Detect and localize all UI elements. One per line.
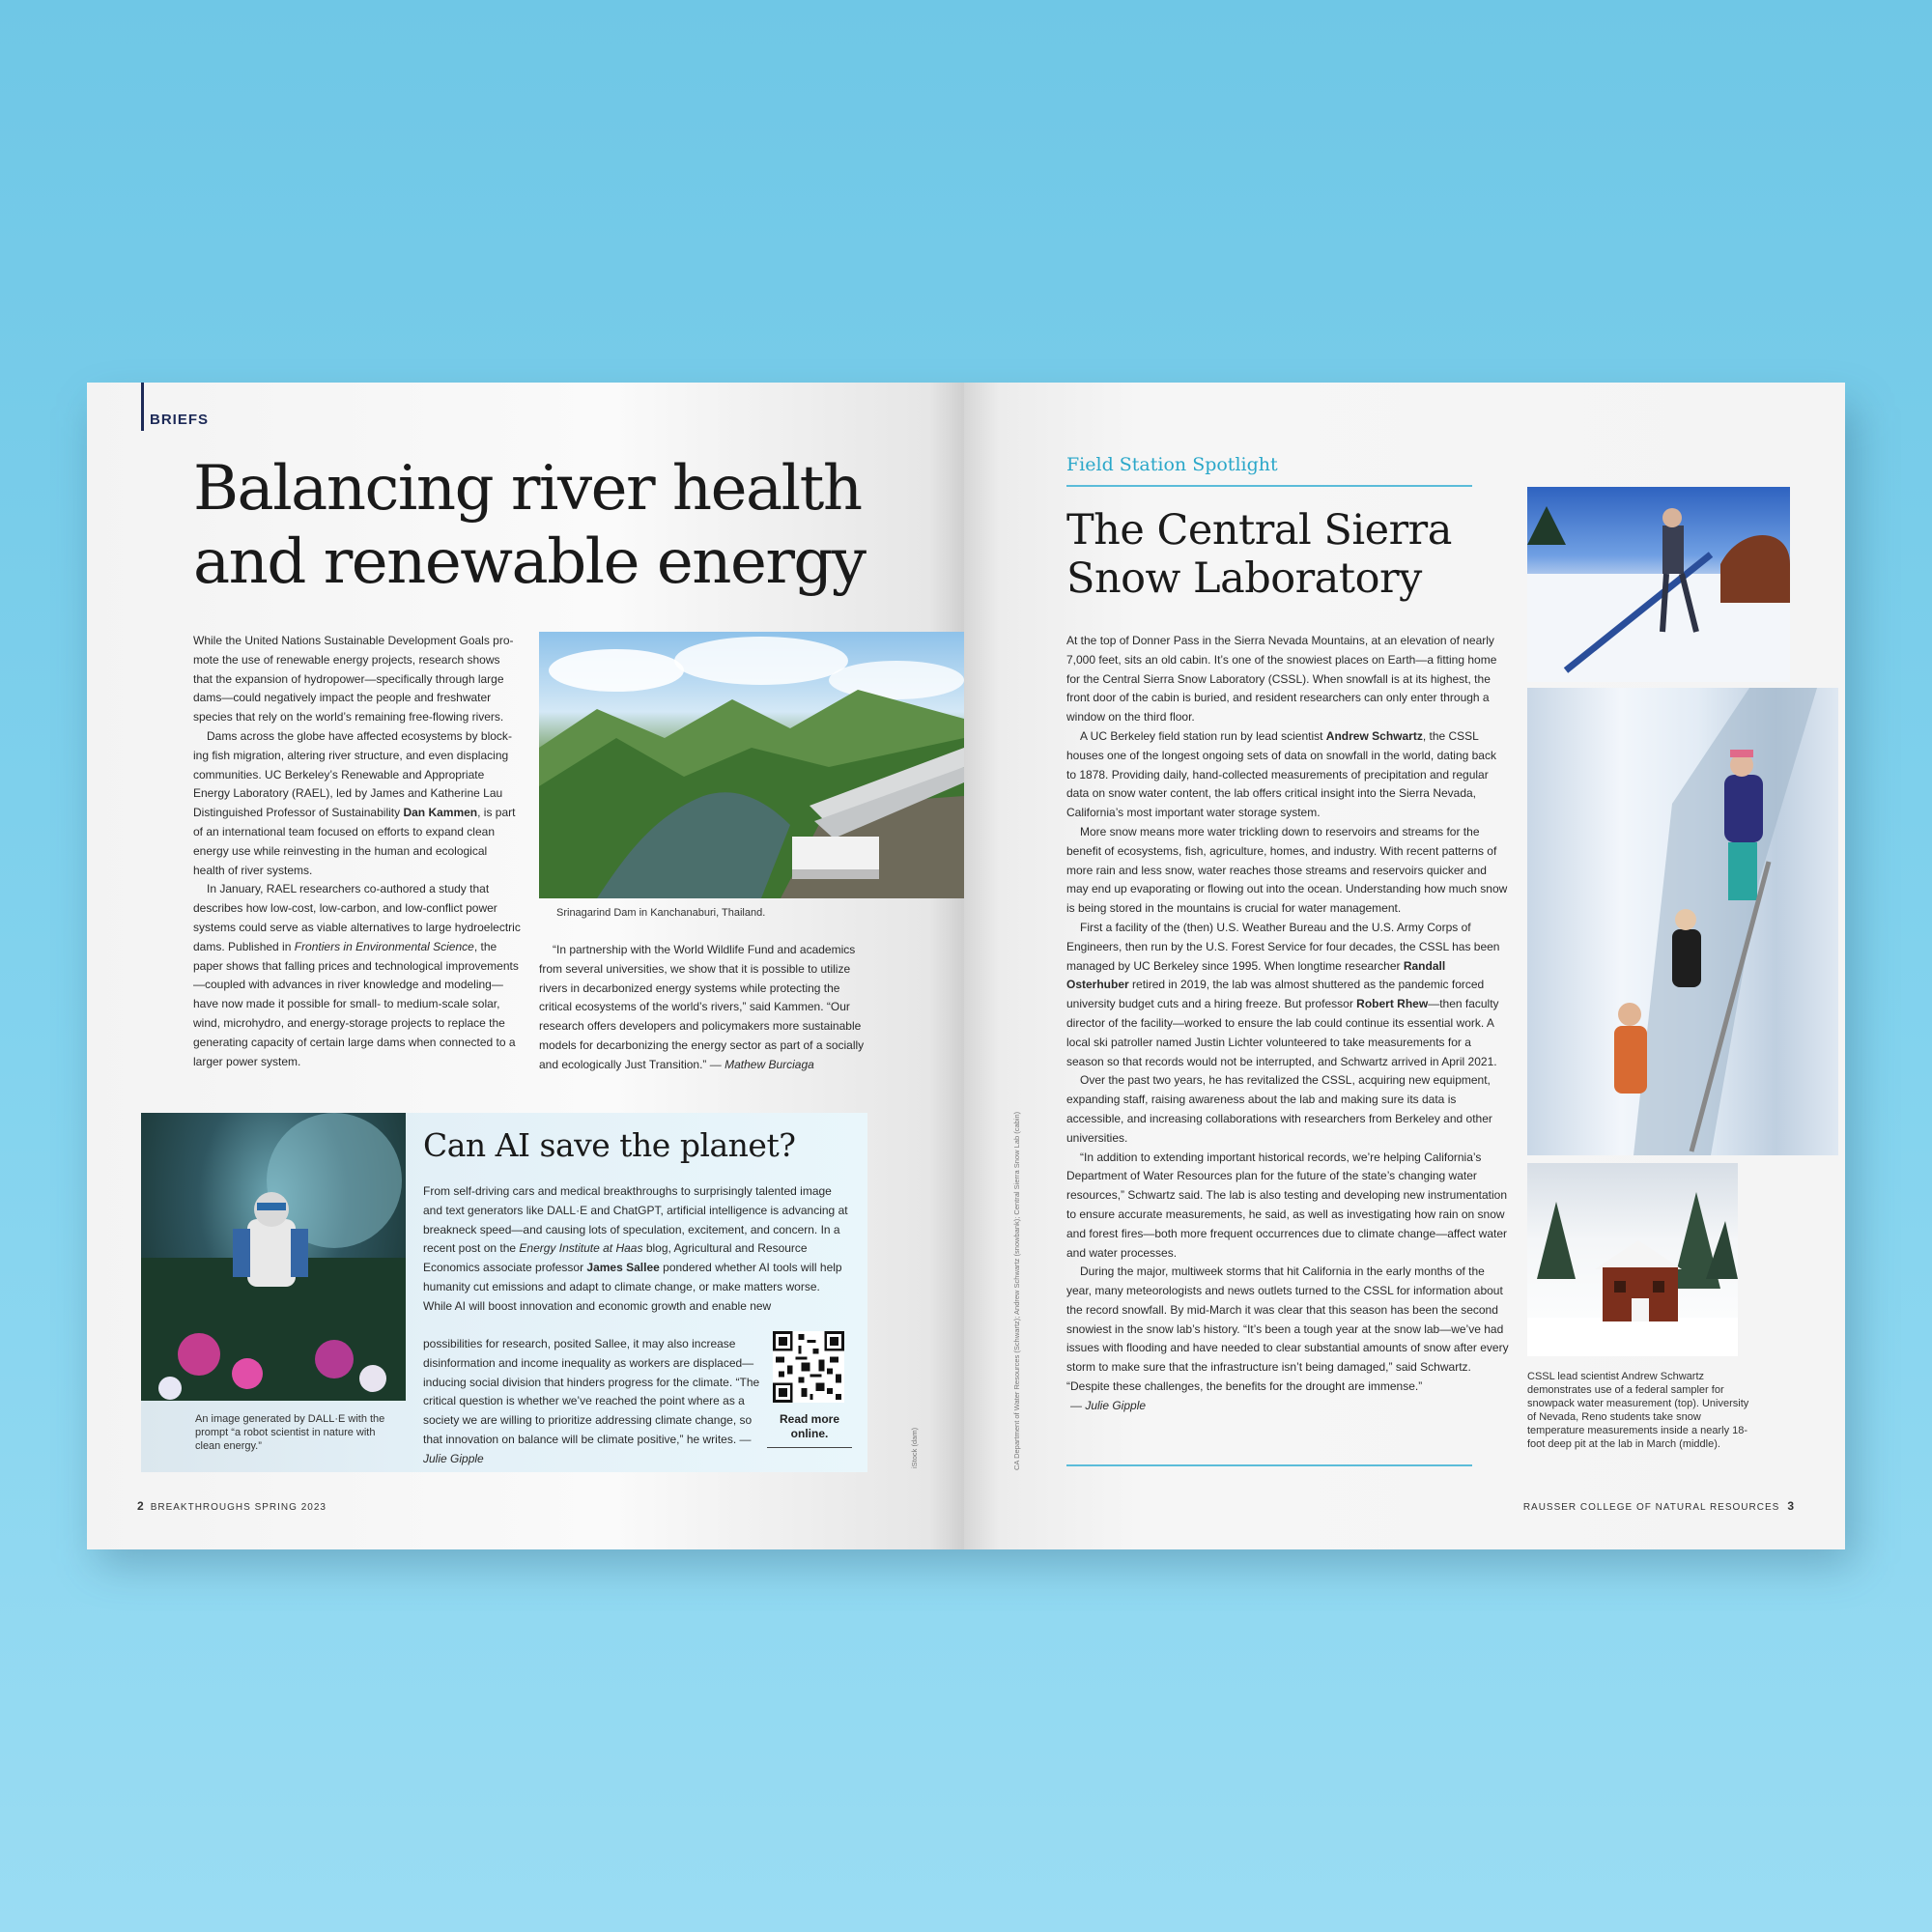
right-page <box>964 383 1845 1549</box>
paragraph: “In addition to extending important historical records, we’re helping California’s Department of Water Resources plan for the future of the state’s changing water resources,” Schwartz said. The lab is also testing and developing new instrumentation to ensure accurate measurements, he said, as well as investigating how rain on snow and forest fires—both more frequent occurrences due to climate change—affect water and water processes. <box>1066 1150 1508 1260</box>
footer-right <box>1523 1499 1795 1513</box>
ai-body-cont <box>423 1335 763 1469</box>
dam-caption: Srinagarind Dam in Kanchanaburi, Thailand. <box>556 907 766 919</box>
section-label: BRIEFS <box>150 412 210 428</box>
read-more-link[interactable]: Read more online. <box>767 1412 852 1448</box>
paragraph: At the top of Donner Pass in the Sierra Nevada Mountains, at an elevation of nearly 7,000 feet, sits an old cabin. It’s one of the snowiest places on Earth—a fitting home for the Central Sierra Snow Laboratory (CSSL). When snowfall is at its highest, the front door of the cabin is buried, and resident researchers can only enter through a window on the third floor. <box>1066 634 1497 724</box>
page-number: 2 <box>137 1499 145 1513</box>
article-column-1 <box>193 632 522 1071</box>
paragraph: First a facility of the (then) U.S. Weather Bureau and the U.S. Army Corps of Engineers, then run by the U.S. Forest Service for four decades, the CSSL has been managed by UC Berkeley since 1995. When longtime researcher Randall Osterhuber retired in 2019, the lab was almost shuttered as the pandemic forced university budget cuts and a hiring freeze. But professor Robert Rhew—then faculty director of the facility—worked to ensure the lab could continue its essential work. A local ski patroller named Justin Lichter volunteered to take measurements for a season so that records would not be interrupted, and Schwartz arrived in April 2021. <box>1066 920 1500 1068</box>
quote-block <box>539 941 875 1075</box>
article-title-line2: and renewable energy <box>193 526 866 598</box>
article-title-line1: The Central Sierra <box>1066 506 1452 554</box>
paragraph: A UC Berkeley field station run by lead scientist Andrew Schwartz, the CSSL houses one of the longest ongoing sets of data on snowfall in the world, dating back to 1878. Providing daily, hand-collected measurements of precipitation and regular data on snow water content, the lab offers critical insight into the Sierra Nevada, California’s most important water storage system. <box>1066 728 1496 820</box>
bottom-rule <box>1066 1464 1472 1466</box>
article-title <box>1066 506 1452 603</box>
photo-credits-vertical: CA Department of Water Resources (Schwartz); Andrew Schwartz (snowbank); Central Sierra Snow Lab (cabin) <box>1012 1111 1021 1470</box>
spotlight-rule <box>1066 485 1472 487</box>
paragraph: More snow means more water trickling down to reservoirs and streams for the benefit of ecosystems, fish, agriculture, homes, and industry. With recent patterns of more rain and less snow, water reaches those streams and reservoirs quicker and may end up evaporating or flowing out into the ocean. Understanding how much snow is being stored in the mountains is crucial for water management. <box>1066 824 1508 916</box>
dam-photo <box>539 632 964 898</box>
footer-text: BREAKTHROUGHS SPRING 2023 <box>150 1502 327 1513</box>
quote: “In partnership with the World Wildlife Fund and academics from several universities, we show that it is possible to utilize rivers in decarbonized energy systems while protecting the critical ecosystems of the world’s rivers,” said Kammen. “Our research offers developers and policymakers more sustainable models for decarbonizing the energy sector as part of a socially and ecologically Just Transition.” <box>539 943 865 1071</box>
snow-sampler-photo <box>1527 487 1790 682</box>
ai-image-caption: An image generated by DALL·E with the prompt “a robot scientist in nature with clean energy.” <box>195 1413 385 1452</box>
article-title-line2: Snow Laboratory <box>1066 554 1422 603</box>
paragraph: Over the past two years, he has revitalized the CSSL, acquiring new equipment, expanding staff, raising awareness about the lab and making sure its data is accessible, and increasing collaborations with researchers from Berkeley and other universities. <box>1066 1073 1492 1145</box>
paragraph: During the major, multiweek storms that hit California in the early months of the year, many meteorologists and news outlets turned to the CSSL for information about the record snowfall. By mid-March it was clear that this season has been the second snowiest in the snow lab’s history. “It’s been a tough year at the snow lab—we’ve had issues with flooding and have needed to clear substantial amounts of snow after every storm to make sure that the infrastructure isn’t being damaged,” said Schwartz. “Despite these challenges, the benefits for the drought are immense.” <box>1066 1264 1509 1394</box>
quote-author: — Mathew Burciaga <box>709 1057 814 1071</box>
paragraph: While the United Nations Sustainable Development Goals promote the use of renewable energy projects, research shows that the expansion of hydropower—specifically through large dams—could negatively impact the people and freshwater species that rely on the world’s remaining free-flowing rivers. <box>193 634 514 724</box>
footer-text: RAUSSER COLLEGE OF NATURAL RESOURCES <box>1522 1502 1780 1513</box>
ai-title: Can AI save the planet? <box>423 1126 796 1164</box>
paragraph: In January, RAEL researchers co-authored a study that describes how low-cost, low-carbon, and low-conflict power systems could serve as viable alternatives to large hydroelectric dams. Published in Frontiers in Environmental Science, the paper shows that falling prices and technological improvements—coupled with advances in river knowledge and modeling—have now made it possible for small- to medium-scale solar, wind, microhydro, and energy-storage projects to replace the generating capacity of certain large dams when connected to a larger power system. <box>193 882 521 1068</box>
ai-body <box>423 1182 848 1317</box>
article-author: — Julie Gipple <box>1070 1398 1147 1412</box>
footer-left <box>137 1499 327 1513</box>
ai-generated-image <box>141 1113 406 1401</box>
section-bar <box>141 383 144 431</box>
page-number: 3 <box>1787 1499 1795 1513</box>
photo-credit: iStock (dam) <box>910 1427 919 1468</box>
article-body <box>1066 632 1509 1416</box>
article-title-line1: Balancing river health <box>193 453 862 525</box>
spotlight-label: Field Station Spotlight <box>1066 454 1278 475</box>
qr-code[interactable] <box>773 1331 844 1403</box>
paragraph: From self-driving cars and medical breakthroughs to surprisingly talented image and text generators like DALL·E and ChatGPT, artificial intelligence is advancing at breakneck speed—and causing lots of speculation, excitement, and concern. In a recent post on the Energy Institute at Haas blog, Agricultural and Resource Economics associate professor James Sallee pondered whether AI tools will help humanity cut emissions and adapt to climate change, or make matters worse. While AI will boost innovation and economic growth and enable new <box>423 1184 848 1313</box>
paragraph: Dams across the globe have affected ecosystems by blocking fish migration, altering river structure, and even displacing communities. UC Berkeley’s Renewable and Appropriate Energy Laboratory (RAEL), led by James and Katherine Lau Distinguished Professor of Sustainability Dan Kammen, is part of an international team focused on efforts to expand clean energy use while reinvesting in the human and ecological health of river systems. <box>193 728 516 877</box>
snow-pit-photo <box>1527 688 1838 1155</box>
cabin-photo <box>1527 1163 1738 1356</box>
photo-caption: CSSL lead scientist Andrew Schwartz demonstrates use of a federal sampler for snowpack water measurement (top). University of Nevada, Reno students take snow temperature measurements inside a nearly 18-foot deep pit at the lab in March (middle). <box>1527 1371 1749 1450</box>
left-page <box>87 383 964 1549</box>
paragraph: possibilities for research, posited Sallee, it may also increase disinformation and income inequality as workers are displaced—inducing social division that hinders progress for the climate. “The critical question is whether we’ve reached the point where as a society we are willing to prioritize addressing climate change, so that innovation on balance will be climate positive,” he writes. — Julie Gipple <box>423 1337 760 1465</box>
article-title <box>193 452 866 599</box>
